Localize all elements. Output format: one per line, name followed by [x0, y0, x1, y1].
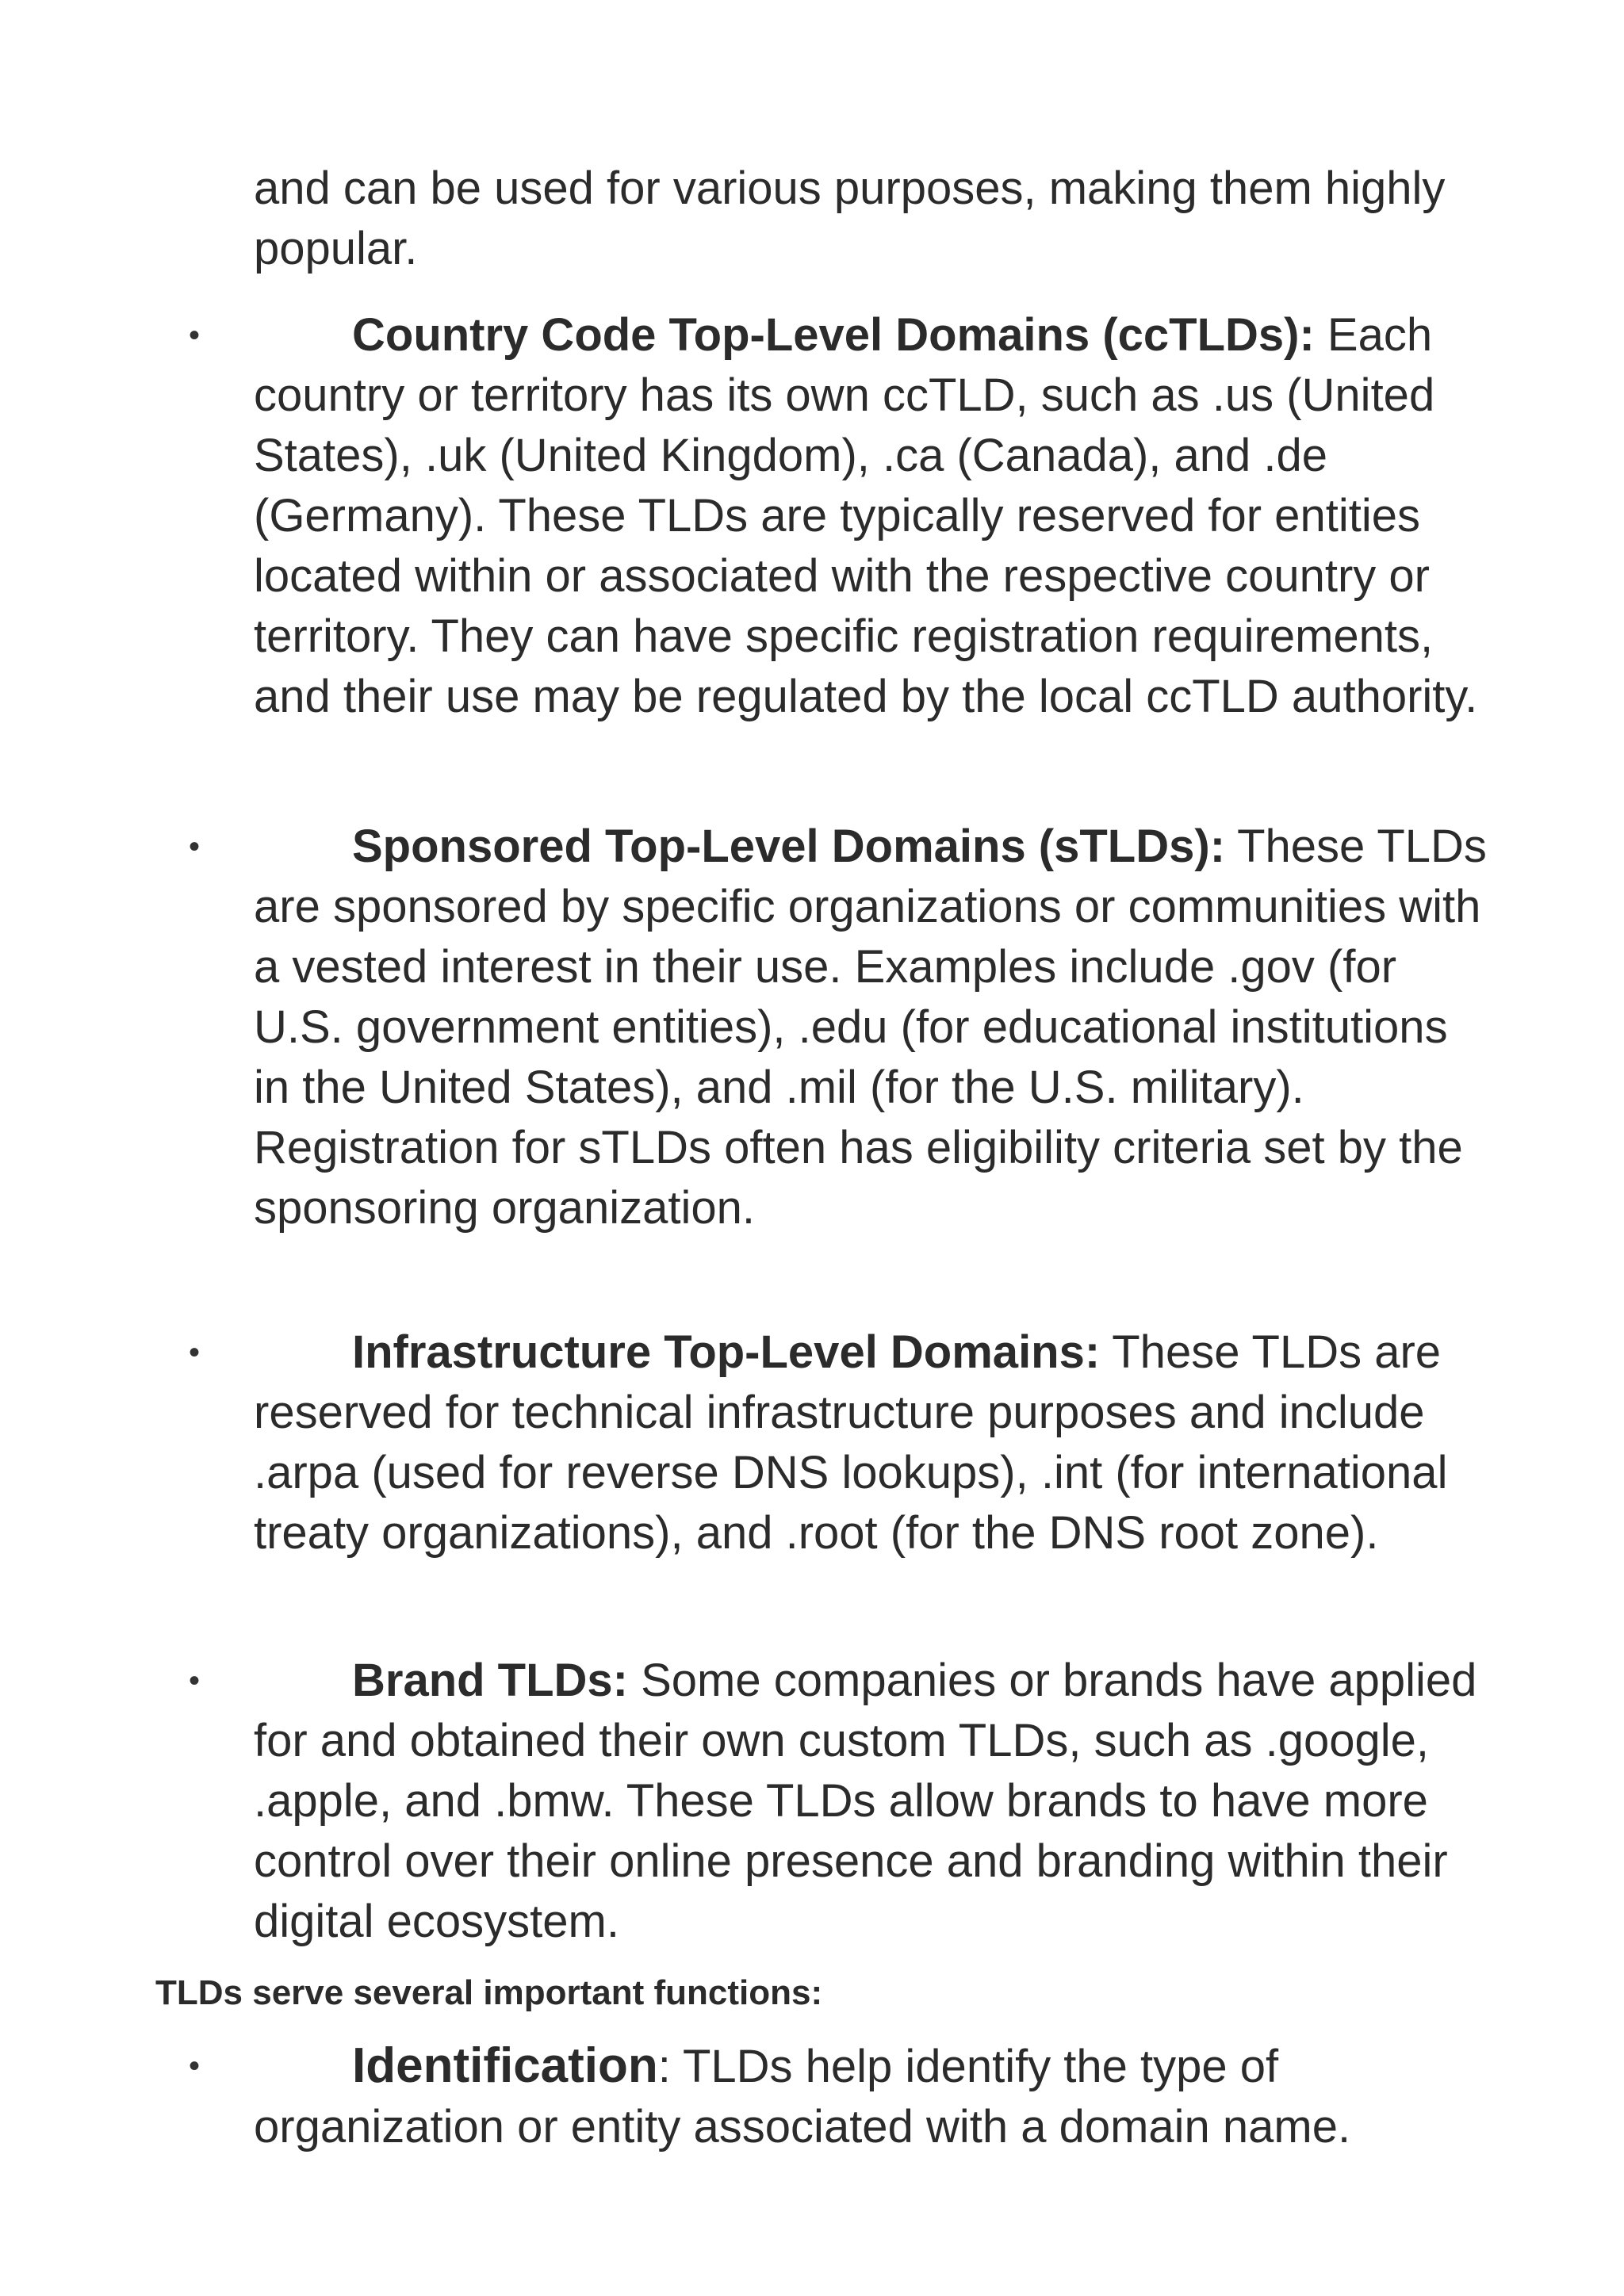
- list-item-brand: [188, 1651, 1491, 1952]
- list-item-text: Some companies or brands have applied for and obtained their own custom TLDs, such as .google, .apple, and .bmw. These TLDs allow brands to have more control over their online presence and branding within their digital ecosystem.: [254, 1655, 1477, 1947]
- bullet-icon: •: [188, 318, 200, 353]
- list-item-text: These TLDs are sponsored by specific organizations or communities with a vested interest in their use. Examples include .gov (for U.S. government entities), .edu (for educational institutions in the United States), and .mil (for the U.S. military). Registration for sTLDs often has eligibility criteria set by the sponsoring organization.: [254, 821, 1487, 1234]
- list-item-text: Each country or territory has its own ccTLD, such as .us (United States), .uk (United Kingdom), .ca (Canada), and .de (Germany). These TLDs are typically reserved for entities located within or associated with the respective country or territory. They can have specific registration requirements, and their use may be regulated by the local ccTLD authority.: [254, 309, 1478, 722]
- intro-text: and can be used for various purposes, making them highly popular.: [254, 163, 1446, 274]
- intro-paragraph: [254, 159, 1491, 279]
- section-heading: TLDs serve several important functions:: [155, 1973, 823, 2012]
- bullet-icon: •: [188, 2049, 200, 2084]
- list-item-term: Identification: [352, 2038, 658, 2093]
- bullet-icon: •: [188, 829, 200, 864]
- list-item-term: Infrastructure Top-Level Domains:: [352, 1326, 1101, 1378]
- list-item-text: : TLDs help identify the type of organization or entity associated with a domain name.: [254, 2041, 1351, 2152]
- list-item-term: Country Code Top-Level Domains (ccTLDs):: [352, 309, 1315, 361]
- list-item-text: These TLDs are reserved for technical infrastructure purposes and include .arpa (used for reverse DNS lookups), .int (for international treaty organizations), and .root (for the DNS root zone).: [254, 1326, 1448, 1559]
- list-item-identification: [188, 2036, 1491, 2157]
- bullet-icon: •: [188, 1335, 200, 1370]
- list-item-term: Sponsored Top-Level Domains (sTLDs):: [352, 821, 1226, 872]
- list-item-term: Brand TLDs:: [352, 1655, 628, 1706]
- list-item-cctld: [188, 305, 1491, 727]
- bullet-icon: •: [188, 1663, 200, 1698]
- list-item-stld: [188, 817, 1491, 1238]
- list-item-infrastructure: [188, 1322, 1491, 1563]
